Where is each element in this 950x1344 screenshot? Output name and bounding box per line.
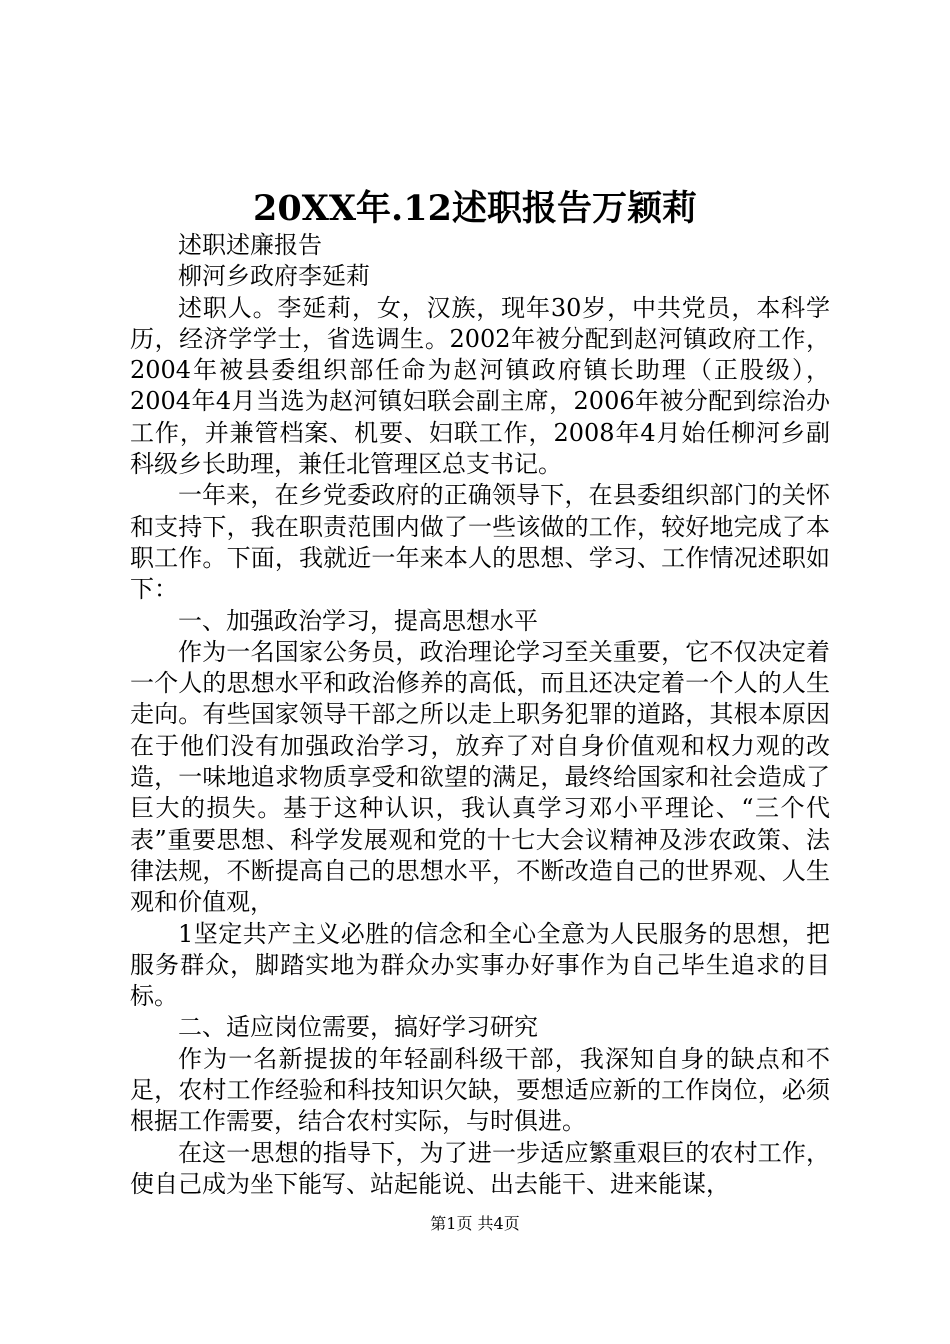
paragraph: 作为一名新提拔的年轻副科级干部，我深知自身的缺点和不足，农村工作经验和科技知识欠缺，要想适应新的工作岗位，必须根据工作需要，结合农村实际，与时俱进。 [130, 1044, 830, 1136]
paragraph: 在这一思想的指导下，为了进一步适应繁重艰巨的农村工作，使自己成为坐下能写、站起能说、出去能干、进来能谋， [130, 1138, 830, 1198]
section-heading: 二、适应岗位需要，搞好学习研究 [178, 1013, 538, 1042]
paragraph: 作为一名国家公务员，政治理论学习至关重要，它不仅决定着一个人的思想水平和政治修养的高低，而且还决定着一个人的人生走向。有些国家领导干部之所以走上职务犯罪的道路，其根本原因在于他们没有加强政治学习，放弃了对自身价值观和权力观的改造，一味地追求物质享受和欲望的满足，最终给国家和社会造成了巨大的损失。基于这种认识，我认真学习邓小平理论、“三个代表”重要思想、科学发展观和党的十七大会议精神及涉农政策、法律法规，不断提高自己的思想水平，不断改造自己的世界观、人生观和价值观， [130, 637, 830, 917]
paragraph-author: 柳河乡政府李延莉 [178, 262, 370, 291]
document-title: 20XX年.12述职报告万颖莉 [253, 188, 697, 229]
document-body [130, 230, 830, 1200]
paragraph: 1坚定共产主义必胜的信念和全心全意为人民服务的思想，把服务群众，脚踏实地为群众办实事办好事作为自己毕生追求的目标。 [130, 919, 830, 1011]
section-heading: 一、加强政治学习，提高思想水平 [178, 606, 538, 635]
paragraph: 述职人。李延莉，女，汉族，现年30岁，中共党员，本科学历，经济学学士，省选调生。2002年被分配到赵河镇政府工作，2004年被县委组织部任命为赵河镇政府镇长助理（正股级），2004年4月当选为赵河镇妇联会副主席，2006年被分配到综治办工作，并兼管档案、机要、妇联工作，2008年4月始任柳河乡副科级乡长助理，兼任北管理区总支书记。 [130, 293, 830, 479]
page-number: 第1页 [430, 1214, 473, 1233]
paragraph-subtitle: 述职述廉报告 [178, 231, 322, 259]
page-footer [0, 1212, 950, 1236]
total-pages: 共4页 [477, 1214, 520, 1233]
paragraph: 一年来，在乡党委政府的正确领导下，在县委组织部门的关怀和支持下，我在职责范围内做了一些该做的工作，较好地完成了本职工作。下面，我就近一年来本人的思想、学习、工作情况述职如下： [130, 481, 830, 604]
